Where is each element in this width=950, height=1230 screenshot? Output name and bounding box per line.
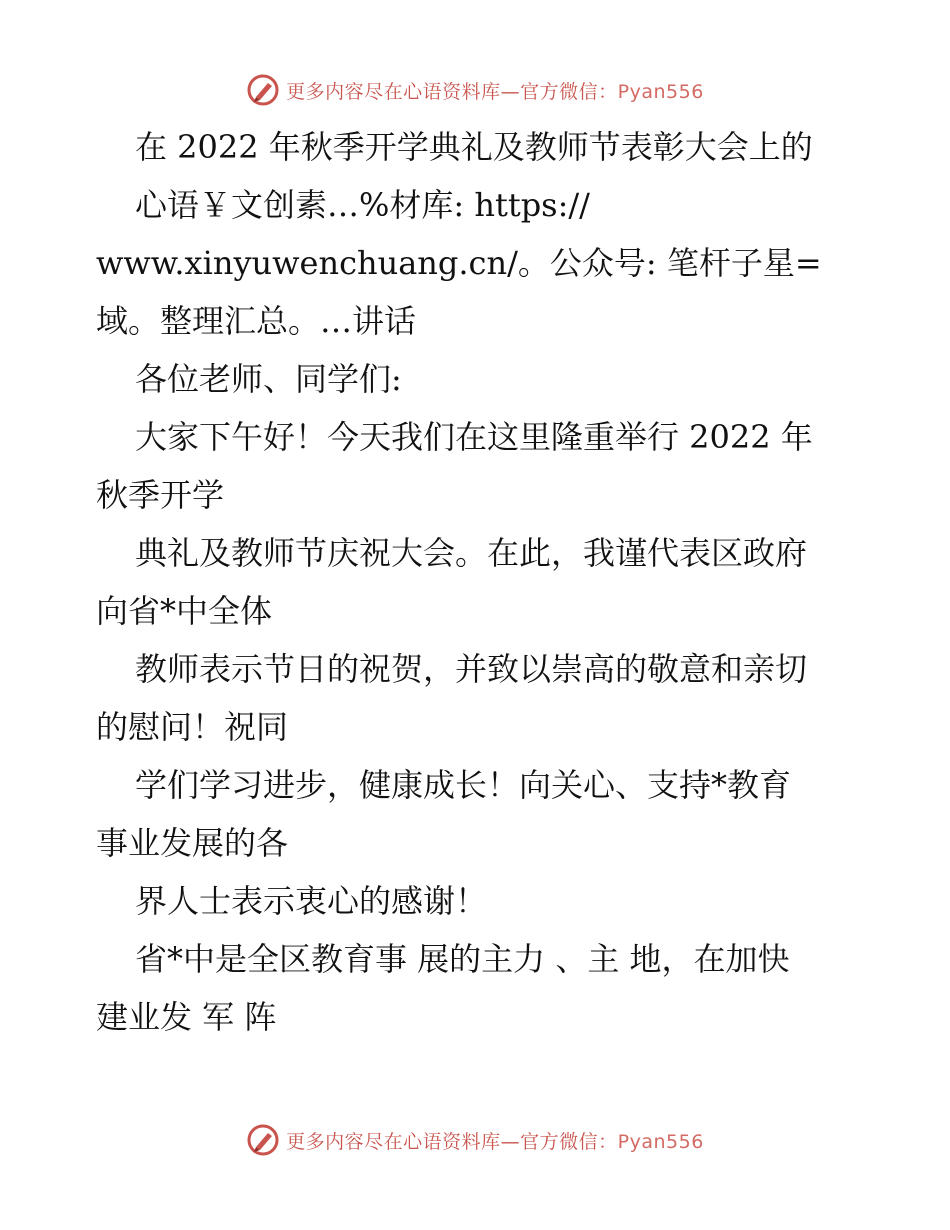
paragraph-line: 向省*中全体 [96,592,273,630]
title-line: www.xinyuwenchuang.cn/。公众号: 笔杆子星= [96,244,822,282]
paragraph-line: 大家下午好！今天我们在这里隆重举行 2022 年 [135,418,813,456]
watermark-text: 更多内容尽在心语资料库—官方微信：Pyan556 [286,80,704,103]
header-watermark [0,70,950,110]
watermark-account: Pyan556 [617,80,704,103]
paragraph-line: 界人士表示衷心的感谢！ [135,882,488,920]
title-line: 域。整理汇总。…讲话 [96,302,417,340]
pen-logo-icon [246,73,280,107]
paragraph-line: 典礼及教师节庆祝大会。在此，我谨代表区政府 [135,534,808,572]
paragraph-line: 秋季开学 [96,476,225,514]
paragraph-line: 事业发展的各 [96,824,289,862]
paragraph-line: 建业发 军 阵 [96,998,277,1036]
title-line: 在 2022 年秋季开学典礼及教师节表彰大会上的 [135,128,813,166]
watermark-text: 更多内容尽在心语资料库—官方微信：Pyan556 [286,1130,704,1153]
paragraph-line: 教师表示节日的祝贺，并致以崇高的敬意和亲切 [135,650,808,688]
pen-logo-icon [246,1123,280,1157]
paragraph-line: 学们学习进步，健康成长！向关心、支持*教育 [135,766,792,804]
footer-watermark [0,1120,950,1160]
document-body [96,118,866,1046]
watermark-account: Pyan556 [617,1130,704,1153]
paragraph-line: 省*中是全区教育事 展的主力 、主 地，在加快 [135,940,790,978]
salutation: 各位老师、同学们: [135,360,402,398]
paragraph-line: 的慰问！祝同 [96,708,289,746]
title-line: 心语￥文创素…%材库: https:// [135,186,590,224]
